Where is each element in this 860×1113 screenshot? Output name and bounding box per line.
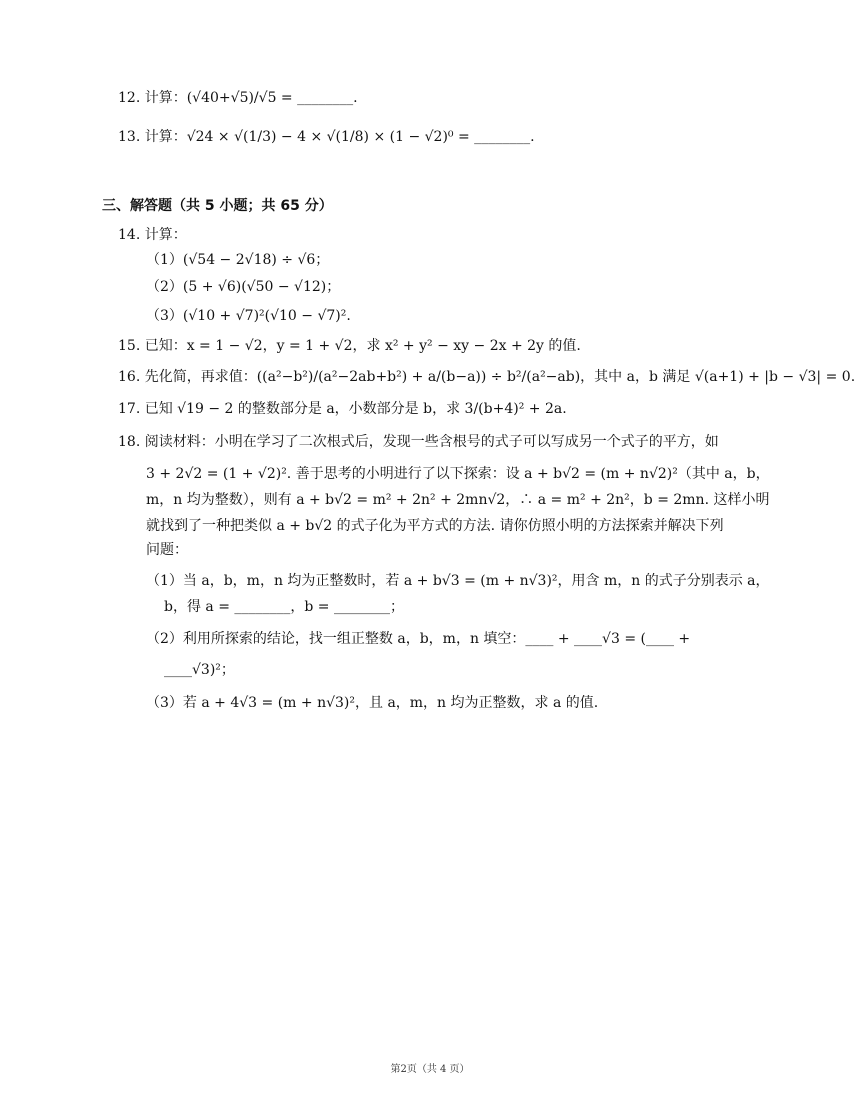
problem-18-line-3: m，n 均为整数），则有 a + b√2 = m² + 2n² + 2mn√2，∴ a = m² + 2n²，b = 2mn. 这样小明 (146, 492, 770, 508)
problem-12: 12. 计算：(√40+√5)/√5 = ________. (118, 90, 358, 106)
problem-13: 13. 计算：√24 × √(1/3) − 4 × √(1/8) × (1 − √2)⁰ = ________. (118, 129, 535, 145)
problem-18-part-2-line-2: ____√3)²； (164, 662, 235, 678)
problem-14-part-1: （1）(√54 − 2√18) ÷ √6； (146, 252, 330, 268)
page-footer: 第2页（共 4 页） (390, 1064, 470, 1075)
problem-18-line-4: 就找到了一种把类似 a + b√2 的式子化为平方式的方法. 请你仿照小明的方法探索并解决下列 (146, 518, 724, 534)
problem-18-part-3: （3）若 a + 4√3 = (m + n√3)²，且 a，m，n 均为正整数，求 a 的值. (146, 695, 599, 711)
problem-18-line-1: 18. 阅读材料：小明在学习了二次根式后，发现一些含根号的式子可以写成另一个式子的平方，如 (118, 434, 719, 450)
problem-14-part-2: （2）(5 + √6)(√50 − √12)； (146, 279, 341, 295)
problem-15: 15. 已知：x = 1 − √2，y = 1 + √2，求 x² + y² − xy − 2x + 2y 的值. (118, 338, 581, 354)
problem-14: 14. 计算： (118, 227, 187, 243)
problem-18-line-5: 问题： (146, 542, 188, 558)
problem-18-part-1-line-1: （1）当 a，b，m，n 均为正整数时，若 a + b√3 = (m + n√3)²，用含 m，n 的式子分别表示 a， (146, 573, 770, 589)
section-title: 三、解答题（共 5 小题；共 65 分） (102, 198, 333, 214)
problem-18-part-2-line-1: （2）利用所探索的结论，找一组正整数 a，b，m，n 填空：____ + ____√3 = (____ + (146, 631, 691, 647)
problem-18-line-2: 3 + 2√2 = (1 + √2)². 善于思考的小明进行了以下探索：设 a + b√2 = (m + n√2)²（其中 a，b， (146, 466, 770, 482)
problem-17: 17. 已知 √19 − 2 的整数部分是 a，小数部分是 b，求 3/(b+4)² + 2a. (118, 401, 567, 417)
problem-14-part-3: （3）(√10 + √7)²(√10 − √7)². (146, 308, 351, 324)
problem-18-part-1-line-2: b，得 a = ________，b = ________； (164, 599, 404, 615)
problem-16: 16. 先化简，再求值：((a²−b²)/(a²−2ab+b²) + a/(b−a)) ÷ b²/(a²−ab)，其中 a，b 满足 √(a+1) + |b − √3| = 0. (118, 369, 856, 385)
